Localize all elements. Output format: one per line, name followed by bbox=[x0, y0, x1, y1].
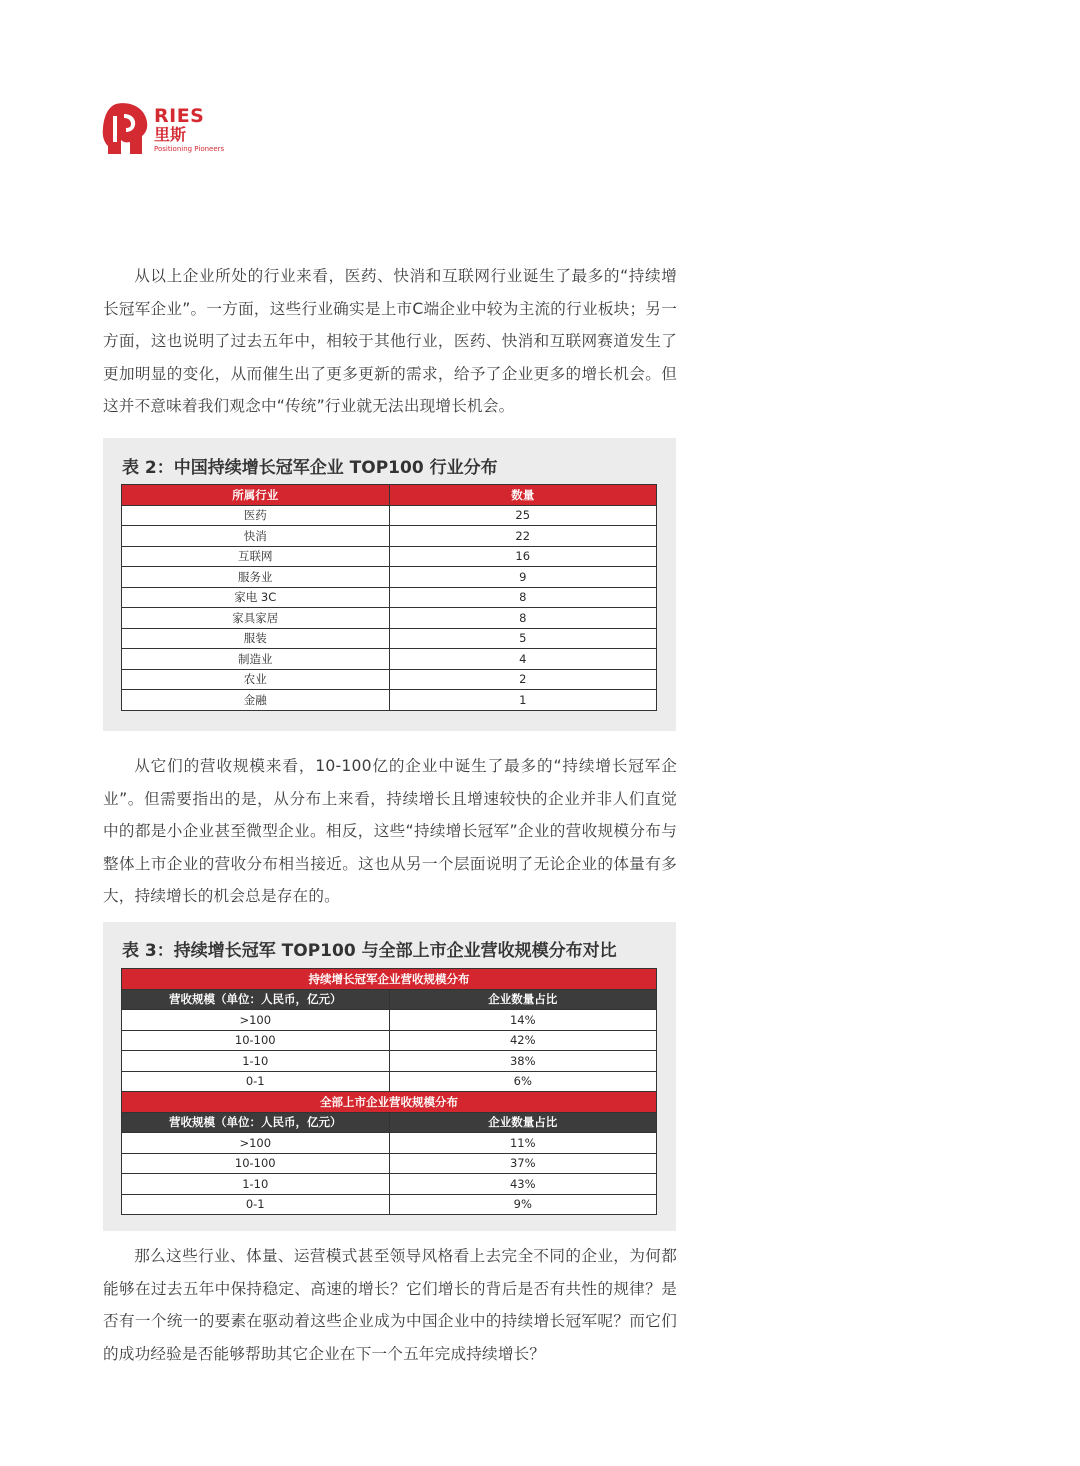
paragraph-revenue-analysis: 从它们的营收规模来看，10-100亿的企业中诞生了最多的“持续增长冠军企业”。但需要指出的是，从分布上来看，持续增长且增速较快的企业并非人们直觉中的都是小企业甚至微型企业。相反，这些“持续增长冠军”企业的营收规模分布与整体上市企业的营收分布相当接近。这也从另一个层面说明了无论企业的体量有多大，持续增长的机会总是存在的。 bbox=[103, 757, 677, 906]
paragraph-industry-analysis: 从以上企业所处的行业来看，医药、快消和互联网行业诞生了最多的“持续增长冠军企业”。一方面，这些行业确实是上市C端企业中较为主流的行业板块；另一方面，这也说明了过去五年中，相较于其他行业，医药、快消和互联网赛道发生了更加明显的变化，从而催生出了更多更新的需求，给予了企业更多的增长机会。但这并不意味着我们观念中“传统”行业就无法出现增长机会。 bbox=[103, 267, 677, 416]
table-row bbox=[122, 526, 657, 547]
share-cell: 43% bbox=[389, 1174, 657, 1195]
table3-panel bbox=[103, 922, 676, 1231]
industry-distribution-table bbox=[121, 484, 657, 711]
table-row bbox=[122, 567, 657, 588]
brand-tagline: Positioning Pioneers bbox=[154, 145, 225, 153]
table-header-row bbox=[122, 1112, 657, 1133]
table-row bbox=[122, 505, 657, 526]
table-row bbox=[122, 1133, 657, 1154]
share-cell: 9% bbox=[389, 1194, 657, 1215]
scale-cell: 1-10 bbox=[122, 1174, 390, 1195]
industry-cell: 制造业 bbox=[122, 649, 390, 670]
table2-panel bbox=[103, 438, 676, 731]
share-cell: 14% bbox=[389, 1010, 657, 1031]
table-header-row bbox=[122, 485, 657, 506]
industry-cell: 家电 3C bbox=[122, 587, 390, 608]
industry-cell: 服务业 bbox=[122, 567, 390, 588]
scale-cell: 10-100 bbox=[122, 1030, 390, 1051]
scale-cell: 0-1 bbox=[122, 1194, 390, 1215]
table-row bbox=[122, 1030, 657, 1051]
brand-name-cn: 里斯 bbox=[154, 125, 187, 144]
scale-cell: >100 bbox=[122, 1133, 390, 1154]
paragraph-closing-questions: 那么这些行业、体量、运营模式甚至领导风格看上去完全不同的企业，为何都能够在过去五年中保持稳定、高速的增长？它们增长的背后是否有共性的规律？是否有一个统一的要素在驱动着这些企业成为中国企业中的持续增长冠军呢？而它们的成功经验是否能够帮助其它企业在下一个五年完成持续增长？ bbox=[103, 1247, 677, 1363]
share-cell: 11% bbox=[389, 1133, 657, 1154]
header-count: 数量 bbox=[389, 485, 657, 506]
table-row bbox=[122, 1194, 657, 1215]
header-share: 企业数量占比 bbox=[389, 1112, 657, 1133]
share-cell: 38% bbox=[389, 1051, 657, 1072]
scale-cell: 0-1 bbox=[122, 1071, 390, 1092]
count-cell: 4 bbox=[389, 649, 657, 670]
section-title-row bbox=[122, 969, 657, 990]
count-cell: 22 bbox=[389, 526, 657, 547]
share-cell: 6% bbox=[389, 1071, 657, 1092]
count-cell: 25 bbox=[389, 505, 657, 526]
ries-head-logo-icon bbox=[102, 102, 150, 156]
revenue-distribution-table bbox=[121, 968, 657, 1215]
table-row bbox=[122, 1071, 657, 1092]
industry-cell: 农业 bbox=[122, 669, 390, 690]
table-row bbox=[122, 669, 657, 690]
count-cell: 5 bbox=[389, 628, 657, 649]
count-cell: 9 bbox=[389, 567, 657, 588]
table-row bbox=[122, 1153, 657, 1174]
industry-cell: 快消 bbox=[122, 526, 390, 547]
industry-cell: 家具家居 bbox=[122, 608, 390, 629]
table-row bbox=[122, 1174, 657, 1195]
ries-logo bbox=[102, 100, 232, 160]
scale-cell: >100 bbox=[122, 1010, 390, 1031]
table-row bbox=[122, 690, 657, 711]
industry-cell: 互联网 bbox=[122, 546, 390, 567]
count-cell: 16 bbox=[389, 546, 657, 567]
table-row bbox=[122, 608, 657, 629]
header-revenue-scale: 营收规模（单位：人民币，亿元） bbox=[122, 989, 390, 1010]
industry-cell: 服装 bbox=[122, 628, 390, 649]
brand-name-en: RIES bbox=[154, 105, 205, 127]
share-cell: 37% bbox=[389, 1153, 657, 1174]
industry-cell: 医药 bbox=[122, 505, 390, 526]
scale-cell: 10-100 bbox=[122, 1153, 390, 1174]
table-row bbox=[122, 649, 657, 670]
header-industry: 所属行业 bbox=[122, 485, 390, 506]
section-title-row bbox=[122, 1092, 657, 1113]
count-cell: 2 bbox=[389, 669, 657, 690]
count-cell: 8 bbox=[389, 608, 657, 629]
table-row bbox=[122, 587, 657, 608]
table-row bbox=[122, 1010, 657, 1031]
count-cell: 1 bbox=[389, 690, 657, 711]
scale-cell: 1-10 bbox=[122, 1051, 390, 1072]
table3-title: 表 3：持续增长冠军 TOP100 与全部上市企业营收规模分布对比 bbox=[122, 941, 617, 961]
all-listed-section-title: 全部上市企业营收规模分布 bbox=[122, 1092, 657, 1113]
table-header-row bbox=[122, 989, 657, 1010]
champion-section-title: 持续增长冠军企业营收规模分布 bbox=[122, 969, 657, 990]
table-row bbox=[122, 1051, 657, 1072]
header-revenue-scale: 营收规模（单位：人民币，亿元） bbox=[122, 1112, 390, 1133]
share-cell: 42% bbox=[389, 1030, 657, 1051]
count-cell: 8 bbox=[389, 587, 657, 608]
table-row bbox=[122, 628, 657, 649]
table-row bbox=[122, 546, 657, 567]
header-share: 企业数量占比 bbox=[389, 989, 657, 1010]
table2-title: 表 2：中国持续增长冠军企业 TOP100 行业分布 bbox=[122, 458, 498, 478]
industry-cell: 金融 bbox=[122, 690, 390, 711]
